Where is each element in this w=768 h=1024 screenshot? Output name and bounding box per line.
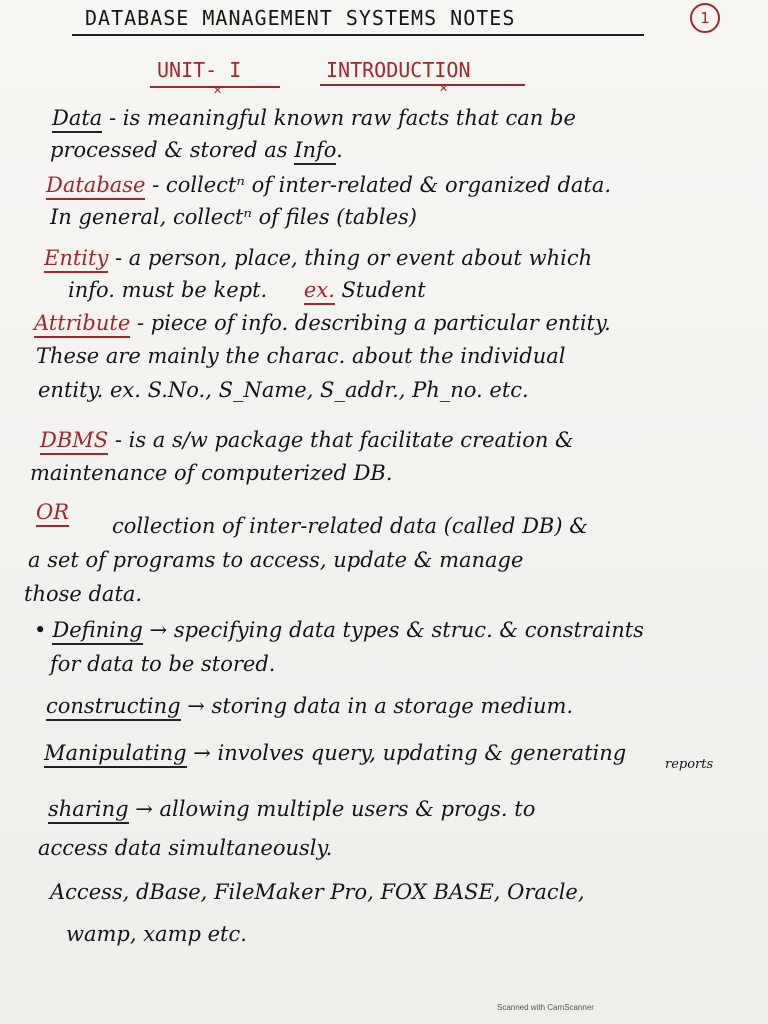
term-manipulating: Manipulating (44, 741, 187, 768)
definition-text: - piece of info. describing a particular entity. (130, 311, 611, 335)
definition-text: - is a s/w package that facilitate creation & (108, 428, 574, 452)
definition-text: → storing data in a storage medium. (180, 694, 574, 718)
definition-text: → allowing multiple users & progs. to (128, 797, 536, 821)
definition-text: - a person, place, thing or event about which (108, 246, 593, 270)
definition-text: those data. (24, 582, 143, 606)
term-attribute: Attribute (34, 311, 130, 338)
term-defining: Defining (52, 618, 142, 645)
definition-text: In general, collectⁿ of files (tables) (50, 205, 417, 229)
unit-topic-underline (320, 84, 525, 86)
example-label: ex. (304, 278, 335, 305)
note-database-line2 (50, 205, 417, 229)
note-manipulating-line2 (665, 757, 713, 772)
note-dbms-line1 (40, 428, 574, 452)
definition-text: → specifying data types & struc. & constraints (142, 618, 644, 642)
note-data-line1 (52, 106, 576, 130)
definition-text: processed & stored as (50, 138, 288, 162)
term-database: Database (46, 173, 145, 200)
definition-text: These are mainly the charac. about the individual (36, 344, 566, 368)
term-constructing: constructing (46, 694, 181, 721)
note-database-line1 (46, 173, 611, 197)
or-label: OR (36, 500, 69, 527)
cross-mark-icon: ✕ (439, 82, 449, 95)
unit-topic: INTRODUCTION (326, 58, 471, 82)
definition-text: → involves query, updating & generating (186, 741, 627, 765)
note-dbms-or (36, 500, 69, 524)
note-examples-line1 (50, 880, 585, 904)
note-constructing-line1 (46, 694, 573, 718)
definition-text: for data to be stored. (50, 652, 276, 676)
term-dbms: DBMS (40, 428, 108, 455)
note-manipulating-line1 (44, 741, 626, 765)
unit-label: UNIT- I (157, 58, 242, 82)
definition-text: collection of inter-related data (called DB) & (112, 514, 588, 538)
term-sharing: sharing (48, 797, 129, 824)
title-underline (72, 34, 644, 36)
note-dbms-line3 (112, 514, 588, 538)
cross-mark-icon: ✕ (213, 84, 223, 97)
note-dbms-line5 (24, 582, 142, 606)
info-word: Info (294, 138, 336, 165)
note-attribute-line1 (34, 311, 611, 335)
definition-text: - is meaningful known raw facts that can be (102, 106, 576, 130)
note-examples-line2 (66, 922, 247, 946)
definition-text: maintenance of computerized DB. (30, 461, 393, 485)
definition-text: - collectⁿ of inter-related & organized data. (145, 173, 612, 197)
note-dbms-line4 (28, 548, 523, 572)
note-data-line2 (50, 138, 343, 162)
note-entity-line1 (44, 246, 592, 270)
definition-text: reports (665, 757, 714, 772)
definition-text: info. must be kept. (68, 278, 268, 302)
term-data: Data (52, 106, 102, 133)
definition-text: a set of programs to access, update & manage (28, 548, 524, 572)
example-text: Student (334, 278, 426, 302)
definition-text: entity. ex. S.No., S_Name, S_addr., Ph_no. etc. (38, 378, 529, 402)
note-attribute-line3 (38, 378, 529, 402)
note-sharing-line2 (38, 836, 332, 860)
term-entity: Entity (44, 246, 108, 273)
note-entity-line2 (68, 278, 426, 302)
note-dbms-line2 (30, 461, 393, 485)
examples-text: wamp, xamp etc. (66, 922, 247, 946)
note-sharing-line1 (48, 797, 535, 821)
note-attribute-line2 (36, 344, 565, 368)
page-title: DATABASE MANAGEMENT SYSTEMS NOTES (85, 6, 516, 30)
scanner-watermark: Scanned with CamScanner (497, 1003, 594, 1012)
definition-text: access data simultaneously. (38, 836, 333, 860)
note-defining-line1: • Defining → specifying data types & struc. & constraints (34, 618, 644, 642)
page-number-badge: 1 (690, 3, 720, 33)
note-defining-line2 (50, 652, 275, 676)
examples-text: Access, dBase, FileMaker Pro, FOX BASE, Oracle, (50, 880, 585, 904)
period: . (336, 138, 343, 162)
